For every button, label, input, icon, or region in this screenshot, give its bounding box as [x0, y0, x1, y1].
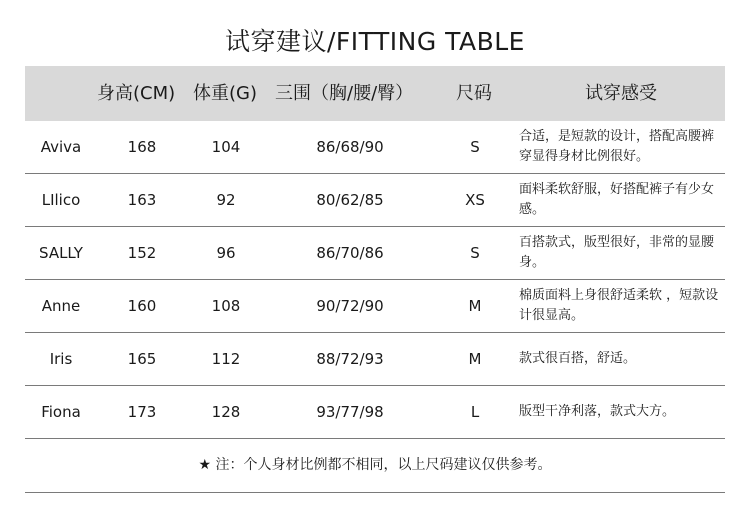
cell-feedback: [519, 280, 723, 332]
cell-height: 160: [127, 297, 157, 315]
cell-size: M: [468, 350, 482, 368]
cell-name: Aviva: [40, 138, 82, 156]
cell-size: L: [470, 403, 480, 421]
feedback-text: 棉质面料上身很舒适柔软 ，短款设计很显高。: [519, 288, 719, 323]
cell-weight: 128: [211, 403, 241, 421]
table-row: [25, 174, 725, 227]
cell-size: S: [470, 244, 480, 262]
cell-name: SALLY: [39, 244, 83, 262]
cell-height: 152: [127, 244, 157, 262]
cell-name: LIlico: [41, 191, 81, 209]
cell-feedback: [519, 227, 723, 279]
table-row: [25, 386, 725, 439]
cell-weight: 112: [211, 350, 241, 368]
table-header: [25, 66, 725, 121]
cell-feedback: [519, 333, 723, 385]
cell-height: 168: [127, 138, 157, 156]
feedback-text: 百搭款式，版型很好，非常的显腰身。: [519, 235, 715, 270]
cell-name: Iris: [49, 350, 73, 368]
cell-measurements: 88/72/93: [316, 350, 384, 368]
fitting-table: [25, 66, 725, 493]
cell-height: 163: [127, 191, 157, 209]
feedback-text: 版型干净利落，款式大方。: [519, 404, 676, 419]
cell-height: 165: [127, 350, 157, 368]
feedback-text: 面料柔软舒服，好搭配裤子有少女感。: [519, 182, 715, 217]
cell-height: 173: [127, 403, 157, 421]
footnote: ★ 注：个人身材比例都不相同，以上尺码建议仅供参考。: [25, 439, 725, 493]
page-title: 试穿建议/FITTING TABLE: [225, 27, 525, 56]
cell-weight: 96: [216, 244, 236, 262]
header-weight: 体重(G): [193, 83, 257, 104]
header-feedback: 试穿感受: [585, 83, 657, 104]
cell-size: M: [468, 297, 482, 315]
header-size: 尺码: [456, 83, 492, 104]
feedback-text: 合适，是短款的设计，搭配高腰裤穿显得身材比例很好。: [519, 129, 715, 164]
table-row: [25, 333, 725, 386]
table-row: [25, 280, 725, 333]
header-measurements: 三围（胸/腰/臀）: [275, 83, 414, 104]
cell-size: XS: [465, 191, 485, 209]
cell-measurements: 80/62/85: [316, 191, 384, 209]
cell-name: Fiona: [41, 403, 81, 421]
cell-measurements: 90/72/90: [316, 297, 384, 315]
cell-feedback: [519, 386, 723, 438]
cell-feedback: [519, 121, 723, 173]
cell-weight: 104: [211, 138, 241, 156]
cell-measurements: 86/70/86: [316, 244, 384, 262]
table-row: [25, 227, 725, 280]
cell-feedback: [519, 174, 723, 226]
header-height: 身高(CM): [97, 83, 176, 104]
cell-measurements: 86/68/90: [316, 138, 384, 156]
cell-measurements: 93/77/98: [316, 403, 384, 421]
cell-size: S: [470, 138, 480, 156]
cell-weight: 92: [216, 191, 236, 209]
cell-weight: 108: [211, 297, 241, 315]
feedback-text: 款式很百搭，舒适。: [519, 351, 637, 366]
table-row: [25, 121, 725, 174]
cell-name: Anne: [41, 297, 81, 315]
